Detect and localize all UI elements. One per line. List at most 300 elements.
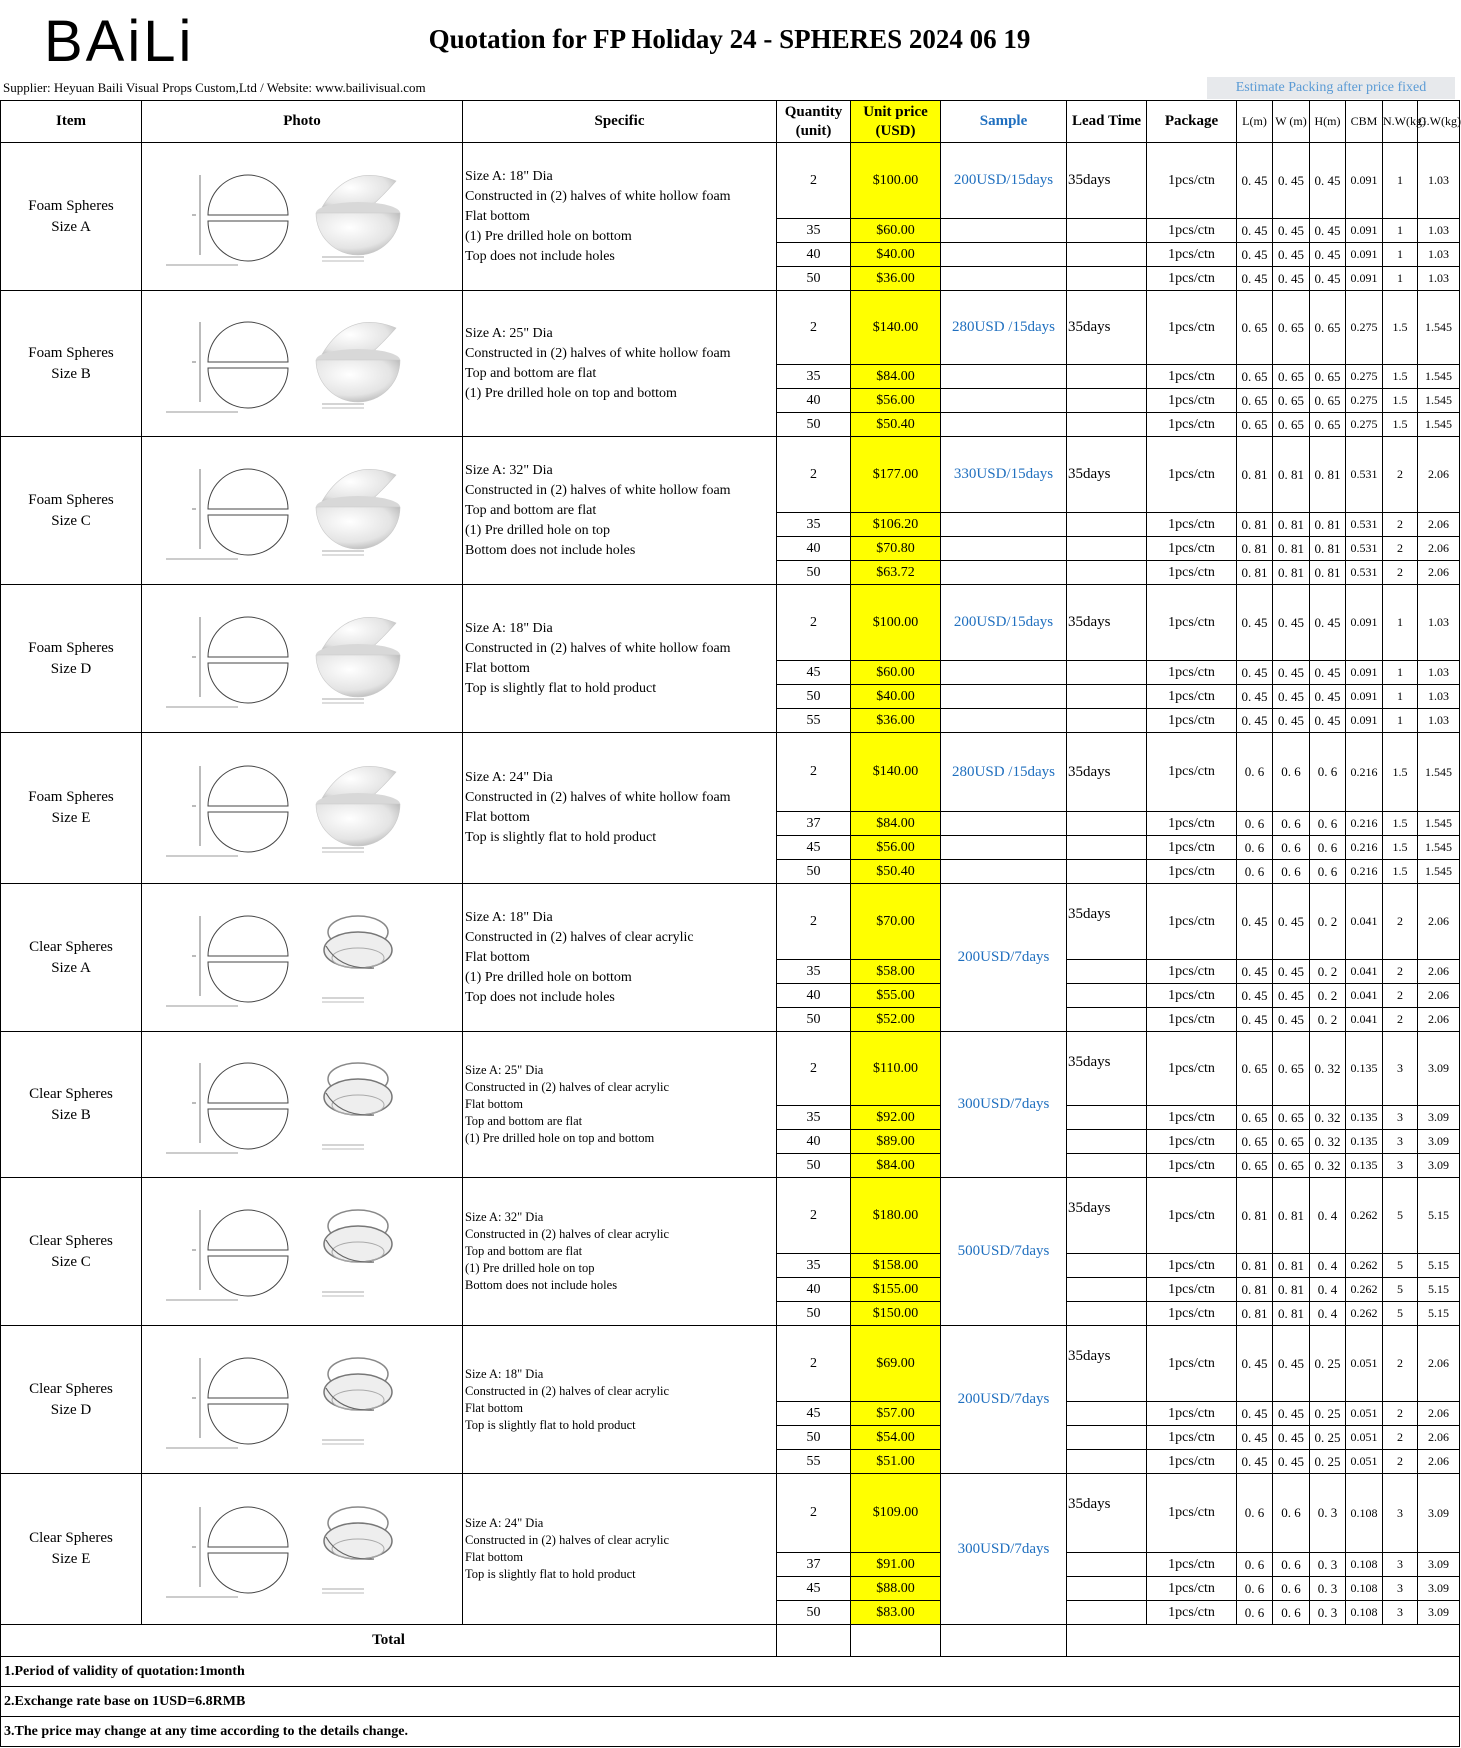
product-photo bbox=[142, 585, 463, 733]
net-weight-cell: 1 bbox=[1383, 219, 1418, 243]
net-weight-cell: 5 bbox=[1383, 1302, 1418, 1326]
sample-cell bbox=[941, 267, 1067, 291]
length-cell: 0. 65 bbox=[1237, 1106, 1273, 1130]
length-cell: 0. 65 bbox=[1237, 1130, 1273, 1154]
unit-price-cell: $52.00 bbox=[851, 1008, 941, 1032]
unit-price-cell: $140.00 bbox=[851, 733, 941, 812]
package-cell: 1pcs/ctn bbox=[1147, 1278, 1237, 1302]
unit-price-cell: $177.00 bbox=[851, 437, 941, 513]
height-cell: 0. 2 bbox=[1310, 984, 1346, 1008]
width-cell: 0. 45 bbox=[1273, 585, 1310, 661]
lead-time-cell bbox=[1067, 267, 1147, 291]
sample-cell: 200USD/15days bbox=[941, 143, 1067, 219]
height-cell: 0. 65 bbox=[1310, 389, 1346, 413]
foam-sphere-drawing bbox=[142, 589, 463, 729]
product-spec bbox=[463, 1474, 777, 1625]
length-cell: 0. 81 bbox=[1237, 1254, 1273, 1278]
spec-line: Size A: 24" Dia bbox=[465, 770, 553, 785]
product-name bbox=[1, 1178, 142, 1326]
package-cell: 1pcs/ctn bbox=[1147, 1032, 1237, 1106]
length-cell: 0. 65 bbox=[1237, 413, 1273, 437]
net-weight-cell: 3 bbox=[1383, 1032, 1418, 1106]
foam-sphere-drawing bbox=[142, 738, 463, 878]
cbm-cell: 0.135 bbox=[1346, 1154, 1383, 1178]
sample-cell bbox=[941, 389, 1067, 413]
quantity-cell: 2 bbox=[777, 143, 851, 219]
product-name bbox=[1, 884, 142, 1032]
lead-time-cell: 35days bbox=[1067, 143, 1147, 219]
width-cell: 0. 81 bbox=[1273, 1278, 1310, 1302]
quantity-cell: 2 bbox=[777, 291, 851, 365]
gross-weight-cell: 1.03 bbox=[1418, 585, 1460, 661]
spec-line: Top and bottom are flat bbox=[465, 1114, 583, 1128]
package-cell: 1pcs/ctn bbox=[1147, 1008, 1237, 1032]
length-cell: 0. 45 bbox=[1237, 1450, 1273, 1474]
product-spec bbox=[463, 291, 777, 437]
lead-time-cell bbox=[1067, 389, 1147, 413]
cbm-cell: 0.216 bbox=[1346, 812, 1383, 836]
terms-note: 3.The price may change at any time according to the details change. bbox=[1, 1717, 1460, 1747]
height-cell: 0. 45 bbox=[1310, 585, 1346, 661]
length-cell: 0. 81 bbox=[1237, 437, 1273, 513]
spec-line: Top is slightly flat to hold product bbox=[465, 680, 657, 696]
sample-cell bbox=[941, 413, 1067, 437]
lead-time-cell: 35days bbox=[1067, 1474, 1147, 1553]
net-weight-cell: 1 bbox=[1383, 243, 1418, 267]
net-weight-cell: 1 bbox=[1383, 685, 1418, 709]
quantity-cell: 35 bbox=[777, 219, 851, 243]
lead-time-cell bbox=[1067, 1553, 1147, 1577]
lead-time-cell bbox=[1067, 709, 1147, 733]
height-cell: 0. 2 bbox=[1310, 884, 1346, 960]
spec-line: Bottom does not include holes bbox=[465, 542, 636, 558]
gross-weight-cell: 1.545 bbox=[1418, 836, 1460, 860]
quantity-cell: 45 bbox=[777, 836, 851, 860]
col-width: W (m) bbox=[1273, 101, 1310, 143]
cbm-cell: 0.051 bbox=[1346, 1326, 1383, 1402]
cbm-cell: 0.041 bbox=[1346, 960, 1383, 984]
unit-price-cell: $56.00 bbox=[851, 836, 941, 860]
total-label: Total bbox=[1, 1625, 777, 1657]
net-weight-cell: 2 bbox=[1383, 1326, 1418, 1402]
width-cell: 0. 6 bbox=[1273, 1601, 1310, 1625]
gross-weight-cell: 3.09 bbox=[1418, 1474, 1460, 1553]
length-cell: 0. 65 bbox=[1237, 1154, 1273, 1178]
gross-weight-cell: 1.03 bbox=[1418, 267, 1460, 291]
width-cell: 0. 45 bbox=[1273, 960, 1310, 984]
height-cell: 0. 81 bbox=[1310, 537, 1346, 561]
lead-time-cell bbox=[1067, 1278, 1147, 1302]
spec-line: (1) Pre drilled hole on top and bottom bbox=[465, 385, 677, 401]
gross-weight-cell: 5.15 bbox=[1418, 1178, 1460, 1254]
gross-weight-cell: 1.03 bbox=[1418, 243, 1460, 267]
length-cell: 0. 6 bbox=[1237, 1474, 1273, 1553]
quantity-cell: 2 bbox=[777, 733, 851, 812]
product-name bbox=[1, 585, 142, 733]
quantity-cell: 2 bbox=[777, 1178, 851, 1254]
width-cell: 0. 45 bbox=[1273, 219, 1310, 243]
product-photo bbox=[142, 291, 463, 437]
gross-weight-cell: 2.06 bbox=[1418, 1008, 1460, 1032]
spec-line: Constructed in (2) halves of white hollow foam bbox=[465, 790, 731, 805]
length-cell: 0. 81 bbox=[1237, 1302, 1273, 1326]
quantity-cell: 2 bbox=[777, 1326, 851, 1402]
unit-price-cell: $84.00 bbox=[851, 812, 941, 836]
width-cell: 0. 81 bbox=[1273, 1254, 1310, 1278]
cbm-cell: 0.041 bbox=[1346, 884, 1383, 960]
width-cell: 0. 65 bbox=[1273, 1154, 1310, 1178]
package-cell: 1pcs/ctn bbox=[1147, 1450, 1237, 1474]
lead-time-cell: 35days bbox=[1067, 1178, 1147, 1254]
clear-sphere-drawing bbox=[142, 1479, 463, 1619]
cbm-cell: 0.531 bbox=[1346, 537, 1383, 561]
height-cell: 0. 25 bbox=[1310, 1450, 1346, 1474]
note-row bbox=[1, 1717, 1460, 1747]
package-cell: 1pcs/ctn bbox=[1147, 709, 1237, 733]
product-spec bbox=[463, 437, 777, 585]
unit-price-cell: $36.00 bbox=[851, 709, 941, 733]
package-cell: 1pcs/ctn bbox=[1147, 1254, 1237, 1278]
package-cell: 1pcs/ctn bbox=[1147, 1178, 1237, 1254]
package-cell: 1pcs/ctn bbox=[1147, 1302, 1237, 1326]
height-cell: 0. 81 bbox=[1310, 561, 1346, 585]
unit-price-cell: $158.00 bbox=[851, 1254, 941, 1278]
net-weight-cell: 3 bbox=[1383, 1106, 1418, 1130]
length-cell: 0. 45 bbox=[1237, 1402, 1273, 1426]
quotation-body bbox=[1, 143, 1460, 1747]
product-name bbox=[1, 1474, 142, 1625]
gross-weight-cell: 2.06 bbox=[1418, 1450, 1460, 1474]
unit-price-cell: $60.00 bbox=[851, 661, 941, 685]
height-cell: 0. 25 bbox=[1310, 1426, 1346, 1450]
net-weight-cell: 2 bbox=[1383, 561, 1418, 585]
package-cell: 1pcs/ctn bbox=[1147, 1130, 1237, 1154]
width-cell: 0. 45 bbox=[1273, 709, 1310, 733]
spec-line: Flat bottom bbox=[465, 810, 530, 825]
product-spec bbox=[463, 585, 777, 733]
length-cell: 0. 6 bbox=[1237, 733, 1273, 812]
lead-time-cell bbox=[1067, 1601, 1147, 1625]
product-photo bbox=[142, 733, 463, 884]
spec-line: Constructed in (2) halves of white hollow foam bbox=[465, 640, 731, 656]
product-photo bbox=[142, 1474, 463, 1625]
quantity-cell: 50 bbox=[777, 1426, 851, 1450]
length-cell: 0. 45 bbox=[1237, 685, 1273, 709]
length-cell: 0. 6 bbox=[1237, 836, 1273, 860]
unit-price-cell: $60.00 bbox=[851, 219, 941, 243]
gross-weight-cell: 1.03 bbox=[1418, 709, 1460, 733]
height-cell: 0. 2 bbox=[1310, 960, 1346, 984]
length-cell: 0. 45 bbox=[1237, 243, 1273, 267]
product-name-line: Foam Spheres bbox=[28, 344, 114, 361]
height-cell: 0. 81 bbox=[1310, 513, 1346, 537]
net-weight-cell: 2 bbox=[1383, 1008, 1418, 1032]
cbm-cell: 0.041 bbox=[1346, 984, 1383, 1008]
width-cell: 0. 65 bbox=[1273, 413, 1310, 437]
spec-line: Size A: 24" Dia bbox=[465, 1516, 544, 1530]
page-title: Quotation for FP Holiday 24 - SPHERES 2024 06 19 bbox=[428, 24, 1031, 54]
clear-sphere-drawing bbox=[142, 1035, 463, 1175]
product-name-line: Clear Spheres bbox=[29, 1232, 113, 1249]
product-photo bbox=[142, 1032, 463, 1178]
gross-weight-cell: 1.03 bbox=[1418, 219, 1460, 243]
length-cell: 0. 81 bbox=[1237, 513, 1273, 537]
spec-line: Top and bottom are flat bbox=[465, 1244, 583, 1258]
package-cell: 1pcs/ctn bbox=[1147, 884, 1237, 960]
height-cell: 0. 25 bbox=[1310, 1326, 1346, 1402]
quantity-cell: 50 bbox=[777, 1601, 851, 1625]
product-spec bbox=[463, 1178, 777, 1326]
spec-line: Size A: 32" Dia bbox=[465, 462, 553, 478]
net-weight-cell: 2 bbox=[1383, 437, 1418, 513]
length-cell: 0. 45 bbox=[1237, 1426, 1273, 1450]
package-cell: 1pcs/ctn bbox=[1147, 1426, 1237, 1450]
net-weight-cell: 3 bbox=[1383, 1601, 1418, 1625]
height-cell: 0. 3 bbox=[1310, 1553, 1346, 1577]
height-cell: 0. 3 bbox=[1310, 1577, 1346, 1601]
package-cell: 1pcs/ctn bbox=[1147, 513, 1237, 537]
lead-time-cell: 35days bbox=[1067, 291, 1147, 365]
package-cell: 1pcs/ctn bbox=[1147, 812, 1237, 836]
cbm-cell: 0.531 bbox=[1346, 513, 1383, 537]
cbm-cell: 0.091 bbox=[1346, 219, 1383, 243]
gross-weight-cell: 2.06 bbox=[1418, 884, 1460, 960]
height-cell: 0. 32 bbox=[1310, 1106, 1346, 1130]
unit-price-cell: $84.00 bbox=[851, 365, 941, 389]
col-length: L(m) bbox=[1237, 101, 1273, 143]
gross-weight-cell: 2.06 bbox=[1418, 960, 1460, 984]
unit-price-cell: $70.00 bbox=[851, 884, 941, 960]
width-cell: 0. 45 bbox=[1273, 661, 1310, 685]
width-cell: 0. 65 bbox=[1273, 1032, 1310, 1106]
sample-cell bbox=[941, 513, 1067, 537]
spec-line: Size A: 25" Dia bbox=[465, 1063, 544, 1077]
product-name-line: Size D bbox=[50, 1401, 92, 1418]
lead-time-cell bbox=[1067, 1254, 1147, 1278]
width-cell: 0. 45 bbox=[1273, 984, 1310, 1008]
spec-line: (1) Pre drilled hole on top and bottom bbox=[465, 1131, 655, 1145]
length-cell: 0. 45 bbox=[1237, 709, 1273, 733]
net-weight-cell: 3 bbox=[1383, 1130, 1418, 1154]
spec-line: Size A: 25" Dia bbox=[465, 325, 553, 341]
cbm-cell: 0.216 bbox=[1346, 733, 1383, 812]
width-cell: 0. 6 bbox=[1273, 1474, 1310, 1553]
gross-weight-cell: 5.15 bbox=[1418, 1278, 1460, 1302]
length-cell: 0. 45 bbox=[1237, 884, 1273, 960]
cbm-cell: 0.262 bbox=[1346, 1254, 1383, 1278]
quantity-cell: 50 bbox=[777, 1154, 851, 1178]
unit-price-cell: $106.20 bbox=[851, 513, 941, 537]
quantity-cell: 2 bbox=[777, 1032, 851, 1106]
quantity-cell: 2 bbox=[777, 884, 851, 960]
lead-time-cell bbox=[1067, 1450, 1147, 1474]
spec-line: Constructed in (2) halves of clear acrylic bbox=[465, 1227, 670, 1241]
spec-line: Top is slightly flat to hold product bbox=[465, 830, 657, 845]
height-cell: 0. 32 bbox=[1310, 1032, 1346, 1106]
net-weight-cell: 5 bbox=[1383, 1254, 1418, 1278]
unit-price-cell: $56.00 bbox=[851, 389, 941, 413]
unit-price-cell: $140.00 bbox=[851, 291, 941, 365]
spec-line: Top is slightly flat to hold product bbox=[465, 1417, 636, 1432]
spec-line: Flat bottom bbox=[465, 660, 530, 676]
unit-price-cell: $70.80 bbox=[851, 537, 941, 561]
sample-cell: 330USD/15days bbox=[941, 437, 1067, 513]
lead-time-cell bbox=[1067, 243, 1147, 267]
height-cell: 0. 6 bbox=[1310, 836, 1346, 860]
lead-time-cell bbox=[1067, 219, 1147, 243]
net-weight-cell: 1.5 bbox=[1383, 860, 1418, 884]
unit-price-cell: $155.00 bbox=[851, 1278, 941, 1302]
unit-price-cell: $91.00 bbox=[851, 1553, 941, 1577]
product-photo bbox=[142, 884, 463, 1032]
product-name bbox=[1, 1326, 142, 1474]
product-row bbox=[1, 733, 1460, 812]
lead-time-cell bbox=[1067, 1106, 1147, 1130]
cbm-cell: 0.091 bbox=[1346, 585, 1383, 661]
cbm-cell: 0.262 bbox=[1346, 1178, 1383, 1254]
cbm-cell: 0.091 bbox=[1346, 661, 1383, 685]
height-cell: 0. 45 bbox=[1310, 143, 1346, 219]
product-name-line: Size A bbox=[51, 218, 91, 235]
product-name bbox=[1, 437, 142, 585]
width-cell: 0. 81 bbox=[1273, 1302, 1310, 1326]
spec-line: Flat bottom bbox=[465, 208, 530, 224]
quantity-cell: 35 bbox=[777, 513, 851, 537]
product-name-line: Clear Spheres bbox=[29, 1530, 113, 1546]
spec-line: Constructed in (2) halves of clear acrylic bbox=[465, 1080, 670, 1094]
spec-line: Flat bottom bbox=[465, 949, 530, 965]
length-cell: 0. 65 bbox=[1237, 389, 1273, 413]
net-weight-cell: 5 bbox=[1383, 1178, 1418, 1254]
height-cell: 0. 65 bbox=[1310, 291, 1346, 365]
lead-time-cell bbox=[1067, 1402, 1147, 1426]
total-sample-cell bbox=[941, 1625, 1067, 1657]
clear-sphere-drawing bbox=[142, 1182, 463, 1322]
cbm-cell: 0.135 bbox=[1346, 1032, 1383, 1106]
lead-time-cell bbox=[1067, 812, 1147, 836]
product-spec bbox=[463, 1326, 777, 1474]
height-cell: 0. 2 bbox=[1310, 1008, 1346, 1032]
sample-cell bbox=[941, 561, 1067, 585]
unit-price-cell: $92.00 bbox=[851, 1106, 941, 1130]
sample-cell bbox=[941, 243, 1067, 267]
package-cell: 1pcs/ctn bbox=[1147, 836, 1237, 860]
package-cell: 1pcs/ctn bbox=[1147, 437, 1237, 513]
gross-weight-cell: 2.06 bbox=[1418, 1426, 1460, 1450]
gross-weight-cell: 1.545 bbox=[1418, 413, 1460, 437]
package-cell: 1pcs/ctn bbox=[1147, 585, 1237, 661]
net-weight-cell: 1 bbox=[1383, 709, 1418, 733]
net-weight-cell: 2 bbox=[1383, 884, 1418, 960]
lead-time-cell bbox=[1067, 685, 1147, 709]
gross-weight-cell: 2.06 bbox=[1418, 984, 1460, 1008]
sample-cell bbox=[941, 219, 1067, 243]
lead-time-cell bbox=[1067, 960, 1147, 984]
gross-weight-cell: 3.09 bbox=[1418, 1601, 1460, 1625]
sample-cell bbox=[941, 709, 1067, 733]
unit-price-cell: $40.00 bbox=[851, 243, 941, 267]
unit-price-cell: $51.00 bbox=[851, 1450, 941, 1474]
foam-sphere-drawing bbox=[142, 441, 463, 581]
quantity-cell: 37 bbox=[777, 1553, 851, 1577]
net-weight-cell: 2 bbox=[1383, 513, 1418, 537]
product-name-line: Size A bbox=[51, 959, 91, 976]
net-weight-cell: 1.5 bbox=[1383, 291, 1418, 365]
length-cell: 0. 45 bbox=[1237, 960, 1273, 984]
unit-price-cell: $55.00 bbox=[851, 984, 941, 1008]
cbm-cell: 0.216 bbox=[1346, 836, 1383, 860]
net-weight-cell: 1.5 bbox=[1383, 812, 1418, 836]
unit-price-cell: $109.00 bbox=[851, 1474, 941, 1553]
gross-weight-cell: 2.06 bbox=[1418, 437, 1460, 513]
quantity-cell: 2 bbox=[777, 1474, 851, 1553]
gross-weight-cell: 1.03 bbox=[1418, 661, 1460, 685]
lead-time-cell bbox=[1067, 413, 1147, 437]
height-cell: 0. 45 bbox=[1310, 267, 1346, 291]
quantity-cell: 50 bbox=[777, 1302, 851, 1326]
quantity-cell: 40 bbox=[777, 389, 851, 413]
spec-line: (1) Pre drilled hole on top bbox=[465, 1261, 595, 1275]
cbm-cell: 0.051 bbox=[1346, 1426, 1383, 1450]
gross-weight-cell: 1.545 bbox=[1418, 365, 1460, 389]
sample-cell bbox=[941, 661, 1067, 685]
col-gross-weight: G.W(kg) bbox=[1418, 101, 1460, 143]
package-cell: 1pcs/ctn bbox=[1147, 1326, 1237, 1402]
cbm-cell: 0.108 bbox=[1346, 1601, 1383, 1625]
height-cell: 0. 45 bbox=[1310, 219, 1346, 243]
spec-line: Top is slightly flat to hold product bbox=[465, 1567, 636, 1581]
col-package: Package bbox=[1147, 101, 1237, 143]
quantity-cell: 35 bbox=[777, 1106, 851, 1130]
quantity-cell: 35 bbox=[777, 960, 851, 984]
net-weight-cell: 2 bbox=[1383, 960, 1418, 984]
package-cell: 1pcs/ctn bbox=[1147, 219, 1237, 243]
package-cell: 1pcs/ctn bbox=[1147, 733, 1237, 812]
quantity-cell: 55 bbox=[777, 1450, 851, 1474]
height-cell: 0. 6 bbox=[1310, 812, 1346, 836]
col-cbm: CBM bbox=[1346, 101, 1383, 143]
spec-line: (1) Pre drilled hole on bottom bbox=[465, 228, 632, 244]
net-weight-cell: 2 bbox=[1383, 984, 1418, 1008]
height-cell: 0. 65 bbox=[1310, 413, 1346, 437]
product-row bbox=[1, 585, 1460, 661]
length-cell: 0. 6 bbox=[1237, 1577, 1273, 1601]
cbm-cell: 0.275 bbox=[1346, 365, 1383, 389]
document-header bbox=[0, 0, 1459, 100]
length-cell: 0. 45 bbox=[1237, 661, 1273, 685]
cbm-cell: 0.091 bbox=[1346, 143, 1383, 219]
foam-sphere-drawing bbox=[142, 294, 463, 434]
width-cell: 0. 81 bbox=[1273, 437, 1310, 513]
height-cell: 0. 3 bbox=[1310, 1601, 1346, 1625]
width-cell: 0. 65 bbox=[1273, 1106, 1310, 1130]
net-weight-cell: 1.5 bbox=[1383, 733, 1418, 812]
product-name-line: Clear Spheres bbox=[29, 938, 113, 955]
width-cell: 0. 81 bbox=[1273, 513, 1310, 537]
width-cell: 0. 45 bbox=[1273, 1326, 1310, 1402]
quantity-cell: 45 bbox=[777, 1402, 851, 1426]
sample-cell bbox=[941, 860, 1067, 884]
package-cell: 1pcs/ctn bbox=[1147, 389, 1237, 413]
net-weight-cell: 2 bbox=[1383, 537, 1418, 561]
height-cell: 0. 32 bbox=[1310, 1130, 1346, 1154]
package-cell: 1pcs/ctn bbox=[1147, 661, 1237, 685]
spec-line: Size A: 18" Dia bbox=[465, 620, 553, 636]
length-cell: 0. 45 bbox=[1237, 219, 1273, 243]
net-weight-cell: 3 bbox=[1383, 1154, 1418, 1178]
supplier-line: Supplier: Heyuan Baili Visual Props Custom,Ltd / Website: www.bailivisual.com bbox=[3, 80, 426, 95]
length-cell: 0. 45 bbox=[1237, 1008, 1273, 1032]
